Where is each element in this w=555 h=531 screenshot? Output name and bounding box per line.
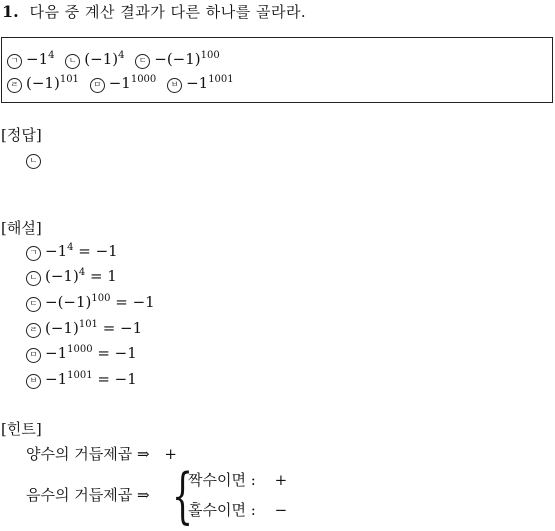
expression: (−1) — [45, 267, 79, 285]
hint-positive-row — [26, 443, 177, 464]
hint-even-row — [188, 469, 287, 490]
choice-exponent: 100 — [200, 50, 220, 61]
hint-odd-label: 홀수이면 : — [188, 501, 256, 519]
hint-positive-label: 양수의 거듭제곱 ⇒ — [26, 445, 150, 463]
circled-mark-icon: ㄱ — [26, 246, 41, 261]
answer-heading: [정답] — [1, 126, 42, 144]
explanation-line — [26, 242, 118, 261]
result: = 1 — [85, 267, 117, 285]
expression: −1 — [45, 370, 68, 388]
hint-heading: [힌트] — [1, 420, 42, 438]
expression: −1 — [45, 344, 68, 362]
curly-brace-icon: { — [172, 461, 194, 531]
choice-a — [7, 50, 59, 68]
exponent: 1001 — [67, 370, 93, 381]
hint-even-label: 짝수이면 : — [188, 471, 256, 489]
circled-mark-icon: ㄷ — [135, 54, 150, 69]
exponent: 100 — [91, 293, 111, 304]
exponent: 4 — [67, 242, 74, 253]
circled-mark-icon: ㅂ — [26, 374, 41, 389]
hint-odd-row — [188, 499, 287, 520]
circled-mark-icon: ㅁ — [90, 78, 105, 93]
choice-c — [135, 50, 219, 68]
problem-number: 1. — [2, 2, 19, 21]
exponent: 101 — [78, 319, 98, 330]
circled-mark-icon: ㄴ — [26, 154, 41, 169]
explanation-line — [26, 267, 117, 286]
choice-exponent: 4 — [118, 50, 125, 61]
expression: −(−1) — [45, 293, 92, 311]
choices-box — [1, 37, 553, 103]
result: = −1 — [92, 344, 137, 362]
circled-mark-icon: ㄱ — [7, 54, 22, 69]
explanation-line — [26, 370, 137, 389]
circled-mark-icon: ㄹ — [26, 323, 41, 338]
explanation-heading: [해설] — [1, 219, 42, 237]
problem-header — [2, 1, 306, 22]
choices-row-2 — [7, 74, 234, 93]
choice-expression: −1 — [108, 74, 131, 92]
circled-mark-icon: ㄷ — [26, 297, 41, 312]
hint-positive-sign: + — [164, 445, 177, 463]
choice-exponent: 1001 — [208, 74, 234, 85]
choice-exponent: 101 — [59, 74, 79, 85]
choice-exponent: 1000 — [130, 74, 157, 85]
choices-row-1 — [7, 50, 220, 69]
answer-value — [26, 150, 45, 169]
explanation-line — [26, 344, 137, 363]
hint-odd-sign: − — [274, 501, 288, 519]
choice-expression: (−1) — [26, 74, 60, 92]
result: = −1 — [73, 242, 118, 260]
hint-even-sign: + — [274, 471, 288, 489]
exponent: 1000 — [67, 344, 93, 355]
problem-text: 다음 중 계산 결과가 다른 하나를 골라라. — [29, 3, 307, 21]
exponent: 4 — [78, 267, 86, 278]
choice-d — [7, 74, 84, 92]
circled-mark-icon: ㄹ — [7, 78, 22, 93]
circled-mark-icon: ㅁ — [26, 348, 41, 363]
choice-expression: −1 — [26, 50, 49, 68]
choice-expression: −(−1) — [154, 50, 201, 68]
circled-mark-icon: ㄴ — [26, 271, 41, 286]
expression: (−1) — [45, 319, 79, 337]
explanation-line — [26, 319, 142, 338]
choice-f — [167, 74, 234, 92]
choice-expression: −1 — [186, 74, 209, 92]
explanation-line — [26, 293, 155, 312]
result: = −1 — [110, 293, 155, 311]
expression: −1 — [45, 242, 68, 260]
choice-expression: (−1) — [84, 50, 119, 68]
circled-mark-icon: ㅂ — [167, 78, 182, 93]
result: = −1 — [97, 319, 143, 337]
choice-b — [65, 50, 129, 68]
choice-exponent: 4 — [48, 50, 55, 61]
result: = −1 — [92, 370, 137, 388]
choice-e — [90, 74, 161, 92]
circled-mark-icon: ㄴ — [65, 54, 80, 69]
hint-negative-label: 음수의 거듭제곱 ⇒ — [26, 486, 150, 504]
